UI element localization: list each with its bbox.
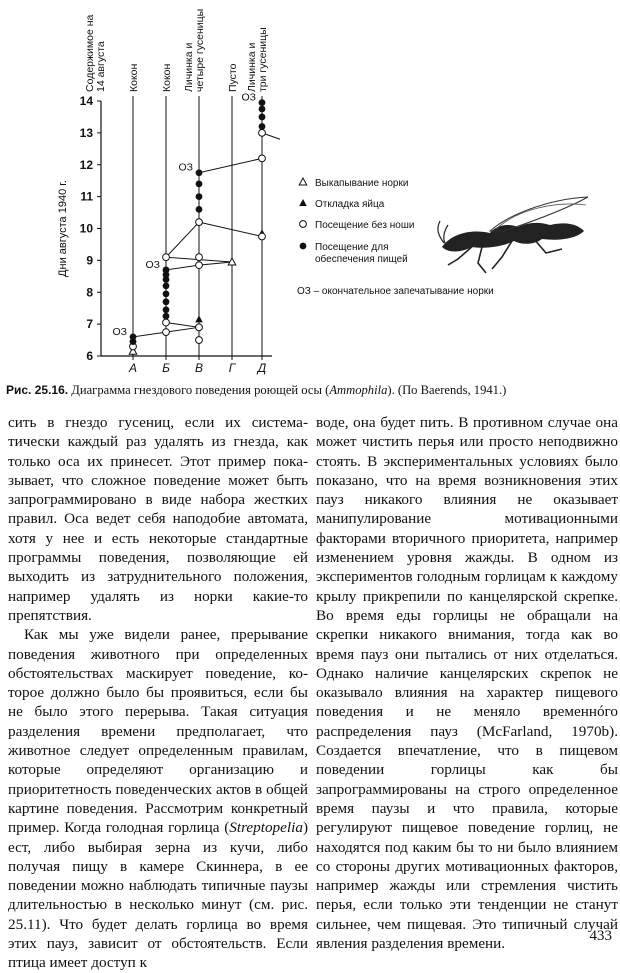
visit-empty-marker [259,129,266,136]
visit-empty-marker [163,329,170,336]
paragraph: сить в гнездо гусениц, если их систематически каждый раз удалять из гнезда, как только оса их принесет. Этот пример показывает, что сложное поведение может быть запрограммировано в виде набора жестких правил. Оса ведет себя наподобие автомата, хотя у нее и есть некоторые стандартные программы поведения, позволяющие ей выходить из затруднительного положения, например удалять из норки какие-то препятствия. [8,414,308,624]
wasp-illustration [438,197,588,273]
y-tick-label: 9 [86,253,93,268]
y-tick-label: 12 [79,157,93,172]
visit-empty-marker [300,221,307,228]
column-header: 14 августа [95,41,107,92]
visit-empty-marker [163,254,170,261]
provision-marker [259,106,266,113]
y-tick-label: 13 [79,125,93,140]
provision-marker [196,180,203,187]
legend-label: Посещение без ноши [315,220,415,231]
right-column [316,413,618,953]
legend-label: Выкапывание норки [315,178,409,189]
provision-marker [259,99,266,106]
provision-marker [163,282,170,289]
nest-label: Г [228,361,236,375]
legend-note: ОЗ – окончательное запечатывание норки [297,286,494,297]
column-header: четыре гусеницы [194,8,206,92]
column-header: три гусеницы [257,27,269,92]
caption-label: Рис. 25.16. [6,383,69,397]
visit-empty-marker [196,254,203,261]
egg-marker [195,315,203,322]
column-header: Кокон [128,63,140,92]
nest-label: Д [257,361,267,375]
y-tick-label: 14 [79,94,93,108]
legend-label: Посещение для [315,242,389,253]
y-tick-label: 11 [80,189,93,204]
visit-empty-marker [196,337,203,344]
provision-marker [163,298,170,305]
provision-marker [300,243,307,250]
provision-marker [259,123,266,130]
visit-empty-marker [196,262,203,269]
nesting-behavior-chart [0,0,620,375]
legend-label: Откладка яйца [315,199,385,210]
nest-label: А [128,361,138,375]
column-header: Личинка и [246,42,258,92]
column-header: Личинка и [183,42,195,92]
y-tick-label: 6 [86,349,93,363]
trajectory-line [133,103,262,352]
column-headers [84,9,269,92]
visit-empty-marker [259,233,266,240]
visit-empty-marker [196,324,203,331]
visit-empty-marker [196,219,203,226]
oz-label: ОЗ [178,161,193,174]
caption-genus: Ammophila [329,383,388,397]
legend-label: обеспечения пищей [315,254,408,265]
nest-lines [128,96,267,375]
oz-label: ОЗ [145,258,160,271]
provision-marker [163,267,170,274]
left-column [8,413,308,973]
event-marks [112,92,265,355]
provision-marker [130,333,137,340]
provision-marker [196,193,203,200]
column-header: Пусто [227,63,239,92]
oz-label: ОЗ [241,91,256,104]
trajectory [133,103,280,352]
oz-label: ОЗ [112,325,127,338]
paragraph: воде, она будет пить. В противном случае она может чистить перья или просто неподвижно стоять. В экспериментальных условиях было показано, что на время возникновения этих пауз никакого влияния не оказывает манипулирование мотивационными факторами вторичного приоритета, например изменением уровня жажды. В одном из экспериментов голодным горлицам к каждому крылу прикрепили по канцелярской скрепке. Во время еды горлицы не обращали на скрепки никакого внимания, тогда как во время пауз они пытались от них отделаться. Однако наличие канцелярских скрепок не оказывало влияния на характер пищевого поведения и не меняло временнóго распределения пауз (McFarland, 1970b). Создается впечатление, что в пищевом поведении горлицы как бы запрограммированы на строго определенное время паузы и что правила, которые регулируют пищевое поведение горлиц, не находятся под каким бы то ни было влиянием со стороны других мотивационных факторов, например жажды или стремления чистить перья, если только эти тенденции не станут сильнее, чем пищевая. Это типичный случай явления разделения времени. [316,414,618,953]
provision-marker [163,313,170,320]
caption-text: Диаграмма гнездового поведения роющей осы ( [71,383,330,397]
y-tick-label: 7 [86,317,93,332]
y-tick-label: 8 [86,285,93,300]
dig-marker [299,178,307,185]
paragraph: Как мы уже видели ранее, прерывание поведения животного при определенных обстоятельствах маскирует поведение, которое должно было бы проявиться, если бы не было этого перерыва. Такая ситуация разделения времени предполагает, что животное следует определенным правилам, которые определяют организацию и приоритетность поведенческих актов в общей картине поведения. Рассмотрим конкретный пример. Когда голодная горлица (Streptopelia) ест, либо выбирая зерна из кучи, либо получая пищу в камере Скиннера, в ее поведении можно наблюдать типичные паузы длительностью в несколько минут (см. рис. 25.11). Что будет делать горлица во время этих пауз, зависит от обстоятельств. Если птица имеет доступ к [8,626,308,972]
provision-marker [196,206,203,213]
column-header: Содержимое на [84,14,96,92]
visit-empty-marker [163,319,170,326]
visit-empty-marker [259,155,266,162]
provision-marker [163,290,170,297]
nest-label: Б [162,361,170,375]
figure-caption [6,382,616,398]
nest-label: В [194,361,204,375]
caption-tail: ). (По Baerends, 1941.) [387,383,507,397]
y-axis-label: Дни августа 1940 г. [57,180,69,277]
page-number: 433 [589,928,612,944]
y-tick-label: 10 [79,221,93,236]
provision-marker [163,306,170,313]
egg-marker [299,199,307,206]
column-header: Кокон [161,63,173,92]
provision-marker [259,114,266,121]
provision-marker [196,169,203,176]
